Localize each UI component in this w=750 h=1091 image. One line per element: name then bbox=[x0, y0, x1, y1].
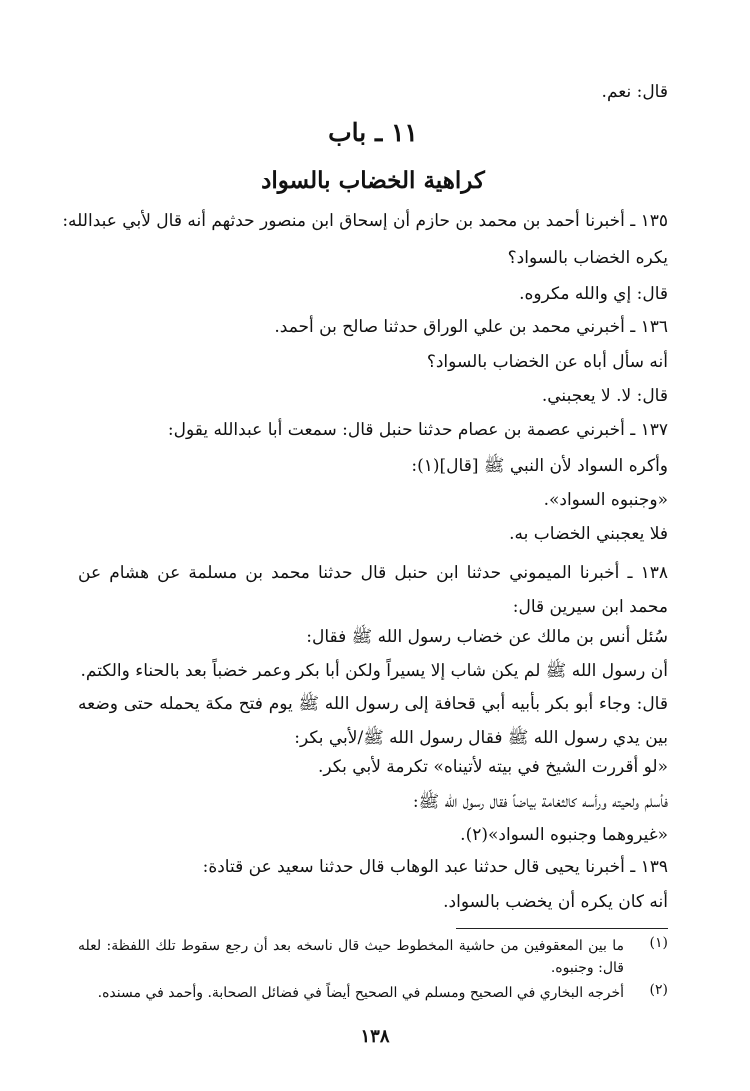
footnote-2 bbox=[78, 982, 668, 1004]
hadith-138-line-2: سُئل أنس بن مالك عن خضاب رسول الله ﷺ فقال: bbox=[306, 627, 668, 647]
footnote-divider bbox=[456, 928, 668, 929]
hadith-138-line-5: «لو أقررت الشيخ في بيته لأتيناه» تكرمة لأبي بكر. bbox=[317, 757, 668, 777]
footnote-1 bbox=[78, 935, 668, 979]
hadith-135-line-3: قال: إي والله مكروه. bbox=[519, 284, 668, 304]
hadith-136-line-3: قال: لا. لا يعجبني. bbox=[541, 386, 668, 406]
footnote-2-number: (٢) bbox=[649, 982, 668, 998]
hadith-136-line-1: ١٣٦ ـ أخبرني محمد بن علي الوراق حدثنا صالح بن أحمد. bbox=[274, 317, 668, 337]
text-line-1: قال: نعم. bbox=[601, 82, 668, 102]
hadith-136-line-2: أنه سأل أباه عن الخضاب بالسواد؟ bbox=[426, 352, 668, 372]
hadith-138-line-4: قال: وجاء أبو بكر بأبيه أبي قحافة إلى رسول الله ﷺ يوم فتح مكة يحمله حتى وضعه بين يدي رسول الله ﷺ فقال رسول الله ﷺ/لأبي بكر: bbox=[78, 694, 668, 748]
hadith-137-line-1: ١٣٧ ـ أخبرني عصمة بن عصام حدثنا حنبل قال: سمعت أبا عبدالله يقول: bbox=[167, 420, 668, 440]
footnote-1-number: (١) bbox=[649, 935, 668, 951]
chapter-heading: ١١ ـ باب bbox=[328, 118, 418, 147]
footnote-1-text: ما بين المعقوفين من حاشية المخطوط حيث قال ناسخه بعد أن رجع سقوط تلك اللفظة: لعله قال: وجنبوه. bbox=[78, 938, 624, 976]
hadith-139-line-2: أنه كان يكره أن يخضب بالسواد. bbox=[443, 892, 668, 912]
chapter-title: كراهية الخضاب بالسواد bbox=[261, 167, 485, 194]
hadith-139-line-1: ١٣٩ ـ أخبرنا يحيى قال حدثنا عبد الوهاب قال حدثنا سعيد عن قتادة: bbox=[202, 857, 668, 877]
hadith-135-line-1: ١٣٥ ـ أخبرنا أحمد بن محمد بن حازم أن إسحاق ابن منصور حدثهم أنه قال لأبي عبدالله: bbox=[62, 211, 668, 231]
hadith-138-line-6: فأسلم ولحيته ورأسه كالثغامة بياضاً فقال رسول الله ﷺ: bbox=[412, 792, 668, 812]
hadith-137-line-3: «وجنبوه السواد». bbox=[543, 490, 668, 510]
hadith-138-line-7: «غيروهما وجنبوه السواد»(٢). bbox=[460, 825, 668, 845]
page-number: ١٣٨ bbox=[360, 1026, 390, 1047]
hadith-137-line-4: فلا يعجبني الخضاب به. bbox=[509, 524, 668, 544]
hadith-137-line-2: وأكره السواد لأن النبي ﷺ [قال](١): bbox=[411, 456, 668, 476]
footnote-2-text: أخرجه البخاري في الصحيح ومسلم في الصحيح أيضاً في فضائل الصحابة. وأحمد في مسنده. bbox=[97, 985, 624, 1001]
hadith-138-line-3: أن رسول الله ﷺ لم يكن شاب إلا يسيراً ولكن أبا بكر وعمر خضباً بعد بالحناء والكتم. bbox=[80, 661, 668, 681]
hadith-138-line-1: ١٣٨ ـ أخبرنا الميموني حدثنا ابن حنبل قال حدثنا محمد بن مسلمة عن هشام عن محمد ابن سيرين قال: bbox=[78, 563, 668, 617]
hadith-135-line-2: يكره الخضاب بالسواد؟ bbox=[507, 248, 668, 268]
